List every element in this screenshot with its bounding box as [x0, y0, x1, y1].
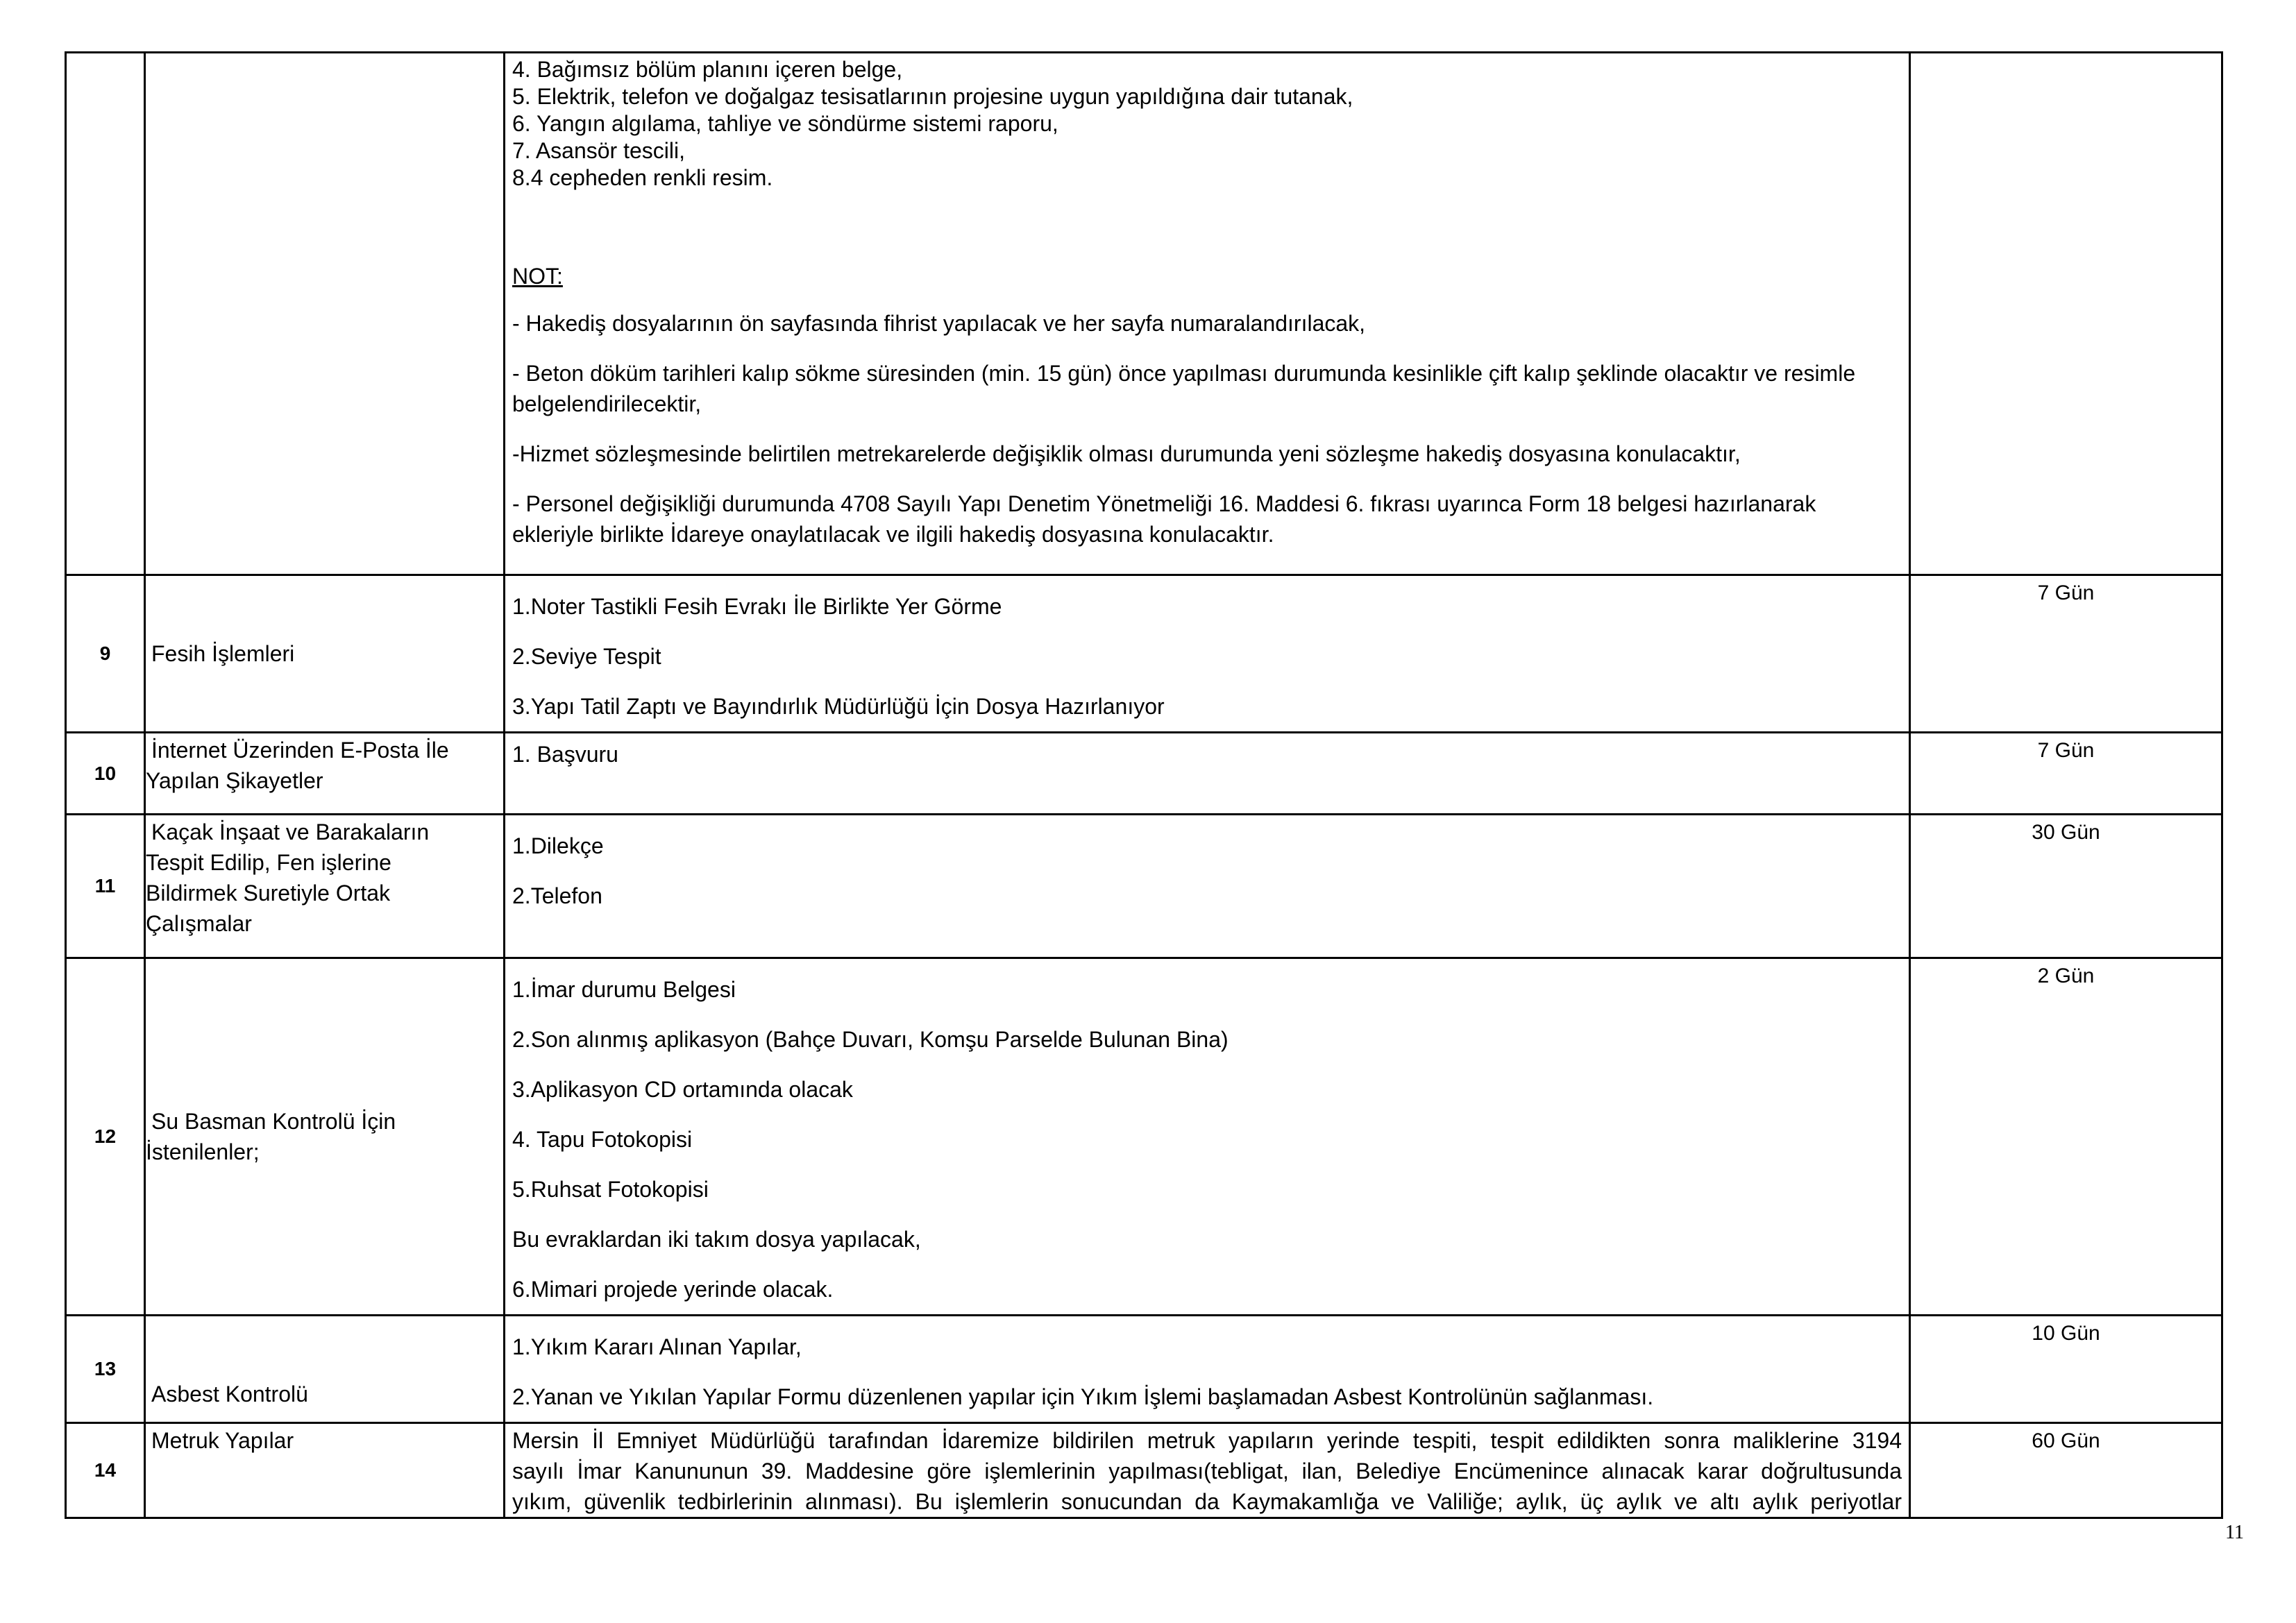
service-name-line: İstenilenler; — [146, 1139, 260, 1164]
table-row-12 — [66, 958, 2222, 1316]
list-item: 1.Noter Tastikli Fesih Evrakı İle Birlikte Yer Görme — [512, 594, 1002, 619]
table-row-9 — [66, 575, 2222, 733]
note-item: - Hakediş dosyalarının ön sayfasında fihrist yapılacak ve her sayfa numaralandırılacak, — [512, 311, 1366, 336]
service-name-line: Yapılan Şikayetler — [146, 768, 323, 793]
table-row-continuation — [66, 53, 2222, 575]
row-number: 14 — [66, 1423, 145, 1518]
note-item: - Personel değişikliği durumunda 4708 Sayılı Yapı Denetim Yönetmeliği 16. Maddesi 6. fıkrası uyarınca Form 18 belgesi hazırlanarak ekleriyle birlikte İdareye onaylatılacak ve ilgili hakediş dosyasına konulacaktır. — [512, 491, 1816, 547]
service-name-line: Tespit Edilip, Fen işlerine — [146, 850, 391, 875]
paragraph-line: yıkım, güvenlik tedbirlerinin alınması). Bu işlemlerin sonucundan da Kaymakamlığa ve Valiliğe; aylık, üç aylık ve altı aylık periyotlar — [512, 1489, 1902, 1514]
duration: 7 Gün — [1910, 575, 2222, 733]
note-item: - Beton döküm tarihleri kalıp sökme süresinden (min. 15 gün) önce yapılması durumunda kesinlikle çift kalıp şeklinde olacaktır ve resimle belgelendirilecektir, — [512, 361, 1856, 416]
list-item: Bu evraklardan iki takım dosya yapılacak, — [512, 1227, 921, 1252]
service-name — [145, 815, 505, 958]
list-item: 5. Elektrik, telefon ve doğalgaz tesisatlarının projesine uygun yapıldığına dair tutanak, — [512, 84, 1353, 109]
cell-number — [66, 53, 145, 575]
service-name-text: Metruk Yapılar — [151, 1428, 294, 1453]
list-item: 2.Telefon — [512, 883, 602, 908]
list-item: 3.Aplikasyon CD ortamında olacak — [512, 1077, 853, 1102]
row-number: 11 — [66, 815, 145, 958]
service-name-text: Fesih İşlemleri — [151, 641, 295, 666]
list-item: 1.İmar durumu Belgesi — [512, 977, 736, 1002]
duration: 2 Gün — [1910, 958, 2222, 1316]
row-number: 10 — [66, 733, 145, 815]
duration: 7 Gün — [1910, 733, 2222, 815]
note-item: -Hizmet sözleşmesinde belirtilen metrekarelerde değişiklik olması durumunda yeni sözleşme hakediş dosyasına konulacaktır, — [512, 441, 1741, 466]
service-name-line: Bildirmek Suretiyle Ortak — [146, 881, 391, 906]
list-item: 2.Yanan ve Yıkılan Yapılar Formu düzenlenen yapılar için Yıkım İşlemi başlamadan Asbest Kontrolünün sağlanması. — [512, 1384, 1654, 1409]
row-number: 13 — [66, 1316, 145, 1423]
service-name-line: Çalışmalar — [146, 911, 252, 936]
cell-requirements — [505, 1316, 1910, 1423]
cell-requirements — [505, 575, 1910, 733]
service-name — [145, 575, 505, 733]
table-row-14 — [66, 1423, 2222, 1518]
list-item: 1. Başvuru — [512, 742, 618, 767]
services-table — [65, 51, 2223, 1519]
cell-requirements — [505, 53, 1910, 575]
duration: 30 Gün — [1910, 815, 2222, 958]
list-item: 2.Seviye Tespit — [512, 644, 661, 669]
service-name-line: Su Basman Kontrolü İçin — [151, 1109, 396, 1134]
list-item: 1.Yıkım Kararı Alınan Yapılar, — [512, 1334, 802, 1359]
paragraph — [512, 1425, 1902, 1517]
page-number: 11 — [2225, 1522, 2244, 1543]
service-name — [145, 733, 505, 815]
table-row-10 — [66, 733, 2222, 815]
list-item: 4. Tapu Fotokopisi — [512, 1127, 693, 1152]
duration: 10 Gün — [1910, 1316, 2222, 1423]
table-row-13 — [66, 1316, 2222, 1423]
list-item: 4. Bağımsız bölüm planını içeren belge, — [512, 57, 903, 82]
service-name — [145, 1316, 505, 1423]
list-item: 6. Yangın algılama, tahliye ve söndürme sistemi raporu, — [512, 111, 1058, 136]
table-row-11 — [66, 815, 2222, 958]
cell-requirements — [505, 815, 1910, 958]
service-name — [145, 958, 505, 1316]
list-item: 8.4 cepheden renkli resim. — [512, 165, 773, 190]
service-name-line: İnternet Üzerinden E-Posta İle — [151, 738, 449, 763]
duration: 60 Gün — [1910, 1423, 2222, 1518]
cell-requirements — [505, 733, 1910, 815]
service-name — [145, 1423, 505, 1518]
list-item: 5.Ruhsat Fotokopisi — [512, 1177, 709, 1202]
row-number: 9 — [66, 575, 145, 733]
list-item: 2.Son alınmış aplikasyon (Bahçe Duvarı, Komşu Parselde Bulunan Bina) — [512, 1027, 1229, 1052]
cell-requirements — [505, 958, 1910, 1316]
list-item: 3.Yapı Tatil Zaptı ve Bayındırlık Müdürlüğü İçin Dosya Hazırlanıyor — [512, 694, 1165, 719]
row-number: 12 — [66, 958, 145, 1316]
cell-service-name — [145, 53, 505, 575]
note-block — [512, 261, 1902, 550]
note-title: NOT: — [512, 264, 563, 289]
list-item: 7. Asansör tescili, — [512, 138, 685, 163]
cell-duration — [1910, 53, 2222, 575]
service-name-text: Asbest Kontrolü — [151, 1382, 308, 1407]
cell-requirements — [505, 1423, 1910, 1518]
list-item: 1.Dilekçe — [512, 833, 604, 858]
list-item: 6.Mimari projede yerinde olacak. — [512, 1277, 834, 1302]
paragraph-line: Mersin İl Emniyet Müdürlüğü tarafından İdaremize bildirilen metruk yapıların yerinde tespiti, tespit edildikten sonra maliklerine 3194 — [512, 1428, 1902, 1453]
paragraph-line: sayılı İmar Kanununun 39. Maddesine göre işlemlerinin yapılması(tebligat, ilan, Belediye Encümenince alınacak karar doğrultusunda — [512, 1459, 1902, 1484]
service-name-line: Kaçak İnşaat ve Barakaların — [151, 819, 430, 844]
